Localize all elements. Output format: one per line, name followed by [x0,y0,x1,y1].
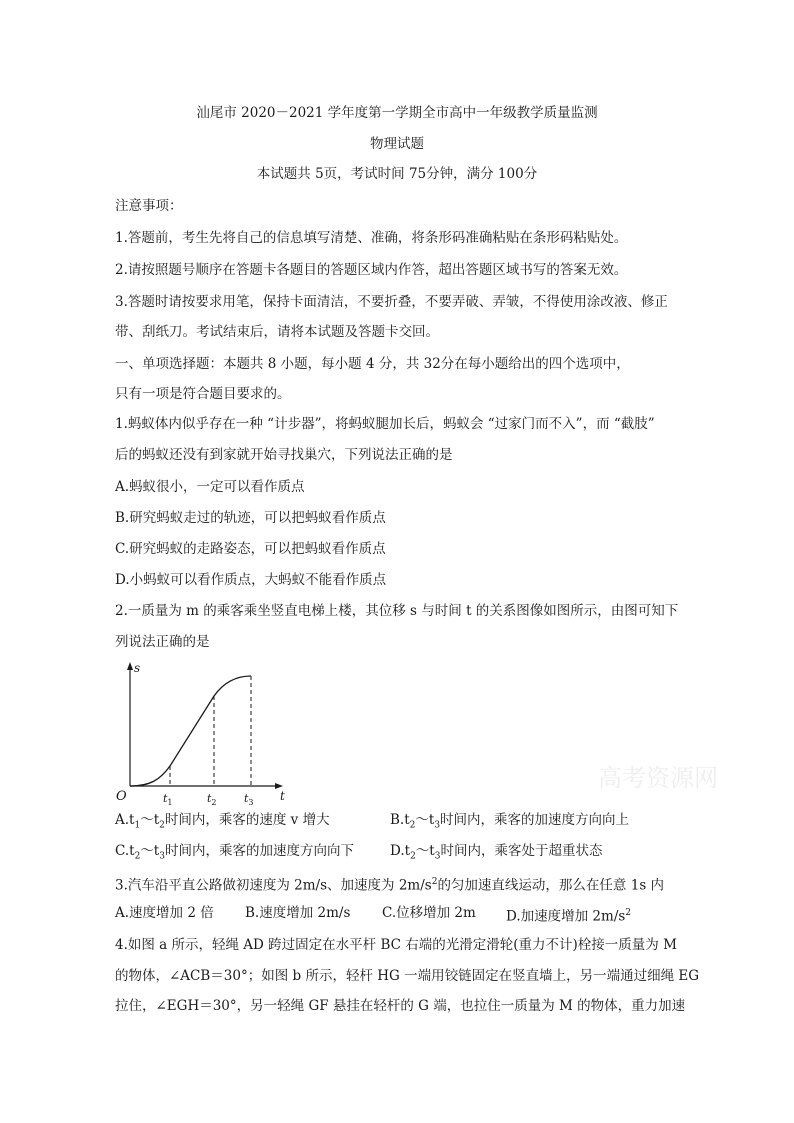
t3-label [244,792,254,807]
q3-stem-post: 的匀加速直线运动，那么在任意 1s 内 [437,877,665,894]
section-heading-b: 只有一项是符合题目要求的。 [115,386,291,402]
note-1: 1.答题前，考生先将自己的信息填写清楚、准确，将条形码准确粘贴在条形码粘贴处。 [115,230,628,246]
q1-option-c: C.研究蚂蚁的走路姿态，可以把蚂蚁看作质点 [115,541,386,557]
q2-option-a [115,810,330,836]
q2-a-sub2: 2 [159,820,165,831]
q2-d-sub2: 3 [434,851,441,862]
exam-title: 汕尾市 2020－2021 学年度第一学期全市高中一年级教学质量监测 [196,105,598,121]
q2-d-pre: D.t [390,843,411,859]
q3-stem-sup: 2 [431,877,438,887]
q4-line-2: 的物体，∠ACB＝30°；如图 b 所示，轻杆 HG 一端用铰链固定在竖直墙上，另一端通过细绳 EG [115,968,700,984]
t3-label-t: t [244,792,249,805]
note-3a: 3.答题时请按要求用笔，保持卡面清洁，不要折叠，不要弄破、弄皱，不得使用涂改液、修正 [115,294,668,310]
q4-line-3: 拉住，∠EGH＝30°，另一轻绳 GF 悬挂在轻杆的 G 端，也拉住一质量为 M 的物体，重力加速 [115,998,686,1014]
q2-b-sub1: 2 [409,820,416,831]
q1-stem-a: 1.蚂蚁体内似乎存在一种 “计步器”，将蚂蚁腿加长后，蚂蚁会 “过家门而不入”，而 “截肢” [115,416,655,432]
q2-c-sub1: 2 [134,851,141,862]
q3-option-c: C.位移增加 2m [382,905,476,921]
q2-d-sub1: 2 [410,851,416,862]
t1-label [163,792,173,807]
q3-d-pre: D.加速度增加 2m/s [506,908,626,925]
q2-d-post: 时间内，乘客处于超重状态 [440,843,603,859]
q2-option-b [390,810,629,836]
q1-option-d: D.小蚂蚁可以看作质点，大蚂蚁不能看作质点 [115,572,387,588]
q3-stem-pre: 3.汽车沿平直公路做初速度为 2m/s、加速度为 2m/s [115,877,432,894]
t2-label-t: t [207,792,212,805]
q2-c-sub2: 3 [159,851,165,862]
q2-option-d [390,841,602,867]
q1-option-b: B.研究蚂蚁走过的轨迹，可以把蚂蚁看作质点 [115,510,386,526]
q3-stem [115,872,664,896]
t3-label-sub: 3 [248,798,254,807]
q4-line-1: 4.如图 a 所示，轻绳 AD 跨过固定在水平杆 BC 右端的光滑定滑轮(重力不计)栓接一质量为 M [115,937,677,953]
y-axis-arrow [127,662,133,670]
q2-stem-b: 列说法正确的是 [115,634,210,650]
q2-c-pre: C.t [115,843,135,859]
q3-option-b: B.速度增加 2m/s [245,905,351,921]
subject-title: 物理试题 [370,136,424,152]
q3-option-d [506,903,631,927]
t1-label-sub: 1 [167,798,173,807]
q2-st-graph [112,658,292,808]
origin-label: O [116,789,127,804]
section-heading-a: 一、单项选择题：本题共 8 小题，每小题 4 分，共 32分在每小题给出的四个选项中， [115,356,630,372]
q2-b-pre: B.t [390,812,410,828]
y-axis-label: s [134,661,141,675]
q1-option-a: A.蚂蚁很小，一定可以看作质点 [115,479,305,495]
q2-b-mid: ～t [415,812,435,828]
q2-c-post: 时间内，乘客的加速度方向向下 [164,843,354,859]
note-2: 2.请按照题号顺序在答题卡各题目的答题区域内作答，超出答题区域书写的答案无效。 [115,262,628,278]
q2-a-mid: ～t [140,812,160,828]
q2-stem-a: 2.一质量为 m 的乘客乘坐竖直电梯上楼，其位移 s 与时间 t 的关系图像如图所示，由图可知下 [115,603,679,619]
st-curve [130,676,251,786]
q2-a-sub1: 1 [134,820,141,831]
notes-heading: 注意事项： [115,198,183,214]
exam-info: 本试题共 5页，考试时间 75分钟，满分 100分 [256,166,538,182]
watermark: 高考资源网 [598,764,718,792]
q3-option-a: A.速度增加 2 倍 [115,905,214,921]
q1-stem-b: 后的蚂蚁还没有到家就开始寻找巢穴，下列说法正确的是 [115,447,453,463]
x-axis-label: t [280,789,285,803]
q3-d-sup: 2 [625,908,632,918]
q2-option-c [115,841,354,867]
q2-b-post: 时间内，乘客的加速度方向向上 [440,812,630,828]
q2-d-mid: ～t [415,843,435,859]
q2-a-pre: A.t [115,812,135,828]
note-3b: 带、刮纸刀。考试结束后，请将本试题及答题卡交回。 [115,324,439,340]
t2-label [207,792,217,807]
t1-label-t: t [163,792,168,805]
t2-label-sub: 2 [211,798,217,807]
q2-b-sub2: 3 [434,820,441,831]
q2-a-post: 时间内，乘客的速度 v 增大 [164,812,330,828]
q2-c-mid: ～t [140,843,160,859]
